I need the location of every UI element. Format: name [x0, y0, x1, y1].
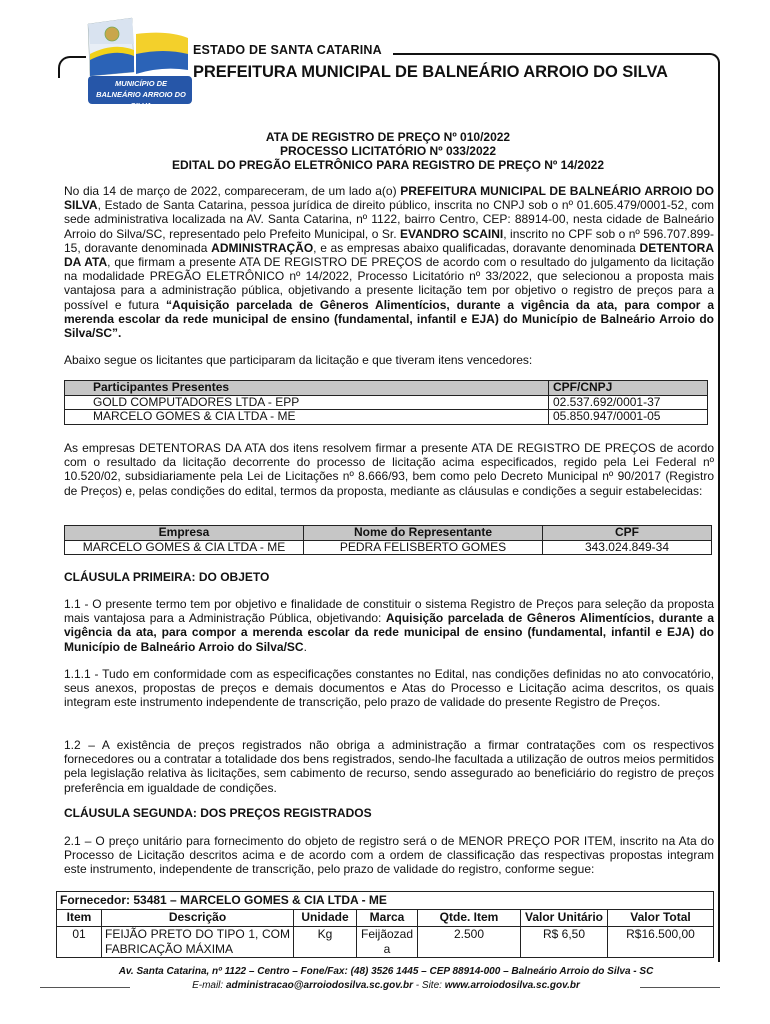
table-row	[65, 540, 712, 555]
table-row	[65, 410, 708, 425]
state-name: ESTADO DE SANTA CATARINA	[193, 43, 382, 57]
intro-paragraph: No dia 14 de março de 2022, compareceram, de um lado a(o) PREFEITURA MUNICIPAL DE BALNEÁRIO ARROIO DO SILVA, Estado de Santa Catarina, pessoa jurídica de direito público, inscrita no CNPJ sob o nº 01.605.479/0001-52, com sede administrativa localizada na AV. Santa Catarina, nº 1122, bairro Centro, CEP: 88914-00, nesta cidade de Balneário Arroio do Silva/SC, representado pelo Prefeito Municipal, o Sr. EVANDRO SCAINI, inscrito no CPF sob o nº 596.707.899-15, doravante denominada ADMINISTRAÇÃO, e as empresas abaixo qualificadas, doravante denominada DETENTORA DA ATA, que firmam a presente ATA DE REGISTRO DE PREÇOS de acordo com o resultado do julgamento da licitação na modalidade PREGÃO ELETRÔNICO nº 14/2022, Processo Licitatório nº 33/2022, que selecionou a proposta mais vantajosa para a administração pública, objetivando a presente licitação tem por objetivo o registro de preços para a possível e futura “Aquisição parcelada de Gêneros Alimentícios, durante a vigência da ata, para compor a merenda escolar da rede municipal de ensino (fundamental, infantil e EJA) do Município de Balneário Arroio do Silva/SC”.	[64, 184, 715, 341]
representante-cell: PEDRA FELISBERTO GOMES	[304, 540, 543, 555]
valor-total-cell: R$16.500,00	[608, 926, 714, 957]
unidade-cell: Kg	[294, 926, 357, 957]
descricao-cell: FEIJÃO PRETO DO TIPO 1, COM FABRICAÇÃO MÁXIMA	[102, 926, 294, 957]
clausula-segunda-title: CLÁUSULA SEGUNDA: DOS PREÇOS REGISTRADOS	[64, 806, 372, 820]
supplier-row: Fornecedor: 53481 – MARCELO GOMES & CIA LTDA - ME	[57, 892, 714, 910]
valor-unitario-cell: R$ 6,50	[521, 926, 608, 957]
processo-title: PROCESSO LICITATÓRIO Nº 033/2022	[280, 144, 496, 158]
participant-cnpj: 05.850.947/0001-05	[549, 410, 708, 425]
edital-title: EDITAL DO PREGÃO ELETRÔNICO PARA REGISTRO DE PREÇO Nº 14/2022	[171, 158, 604, 172]
marca-header: Marca	[357, 910, 418, 927]
representative-table	[64, 525, 712, 555]
logo-text: MUNICÍPIO DE BALNEÁRIO ARROIO DO SILVA	[96, 79, 186, 110]
participants-table	[64, 380, 708, 425]
frame-left-top	[58, 56, 86, 78]
table-row	[57, 926, 714, 957]
detentoras-paragraph: As empresas DETENTORAS DA ATA dos itens resolvem firmar a presente ATA DE REGISTRO DE PREÇOS de acordo com o resultado da licitação decorrente do processo de licitação acima especificados, regido pela Lei Federal nº 10.520/02, subsidiariamente pela Lei de Licitações nº 8.666/93, bem como pelo Decreto Municipal nº 90/2017 (Registro de Preços) e, pelas condições do edital, termos da proposta, mediante as cláusulas e condições a seguir estabelecidas:	[64, 441, 714, 498]
participants-header: Participantes Presentes	[65, 381, 549, 396]
footer-email[interactable]: administracao@arroiodosilva.sc.gov.br	[225, 980, 414, 991]
footer-contacts: E-mail: administracao@arroiodosilva.sc.gov.br - Site: www.arroiodosilva.sc.gov.br	[192, 980, 580, 991]
item-header: Item	[57, 910, 102, 927]
qtde-cell: 2.500	[418, 926, 521, 957]
clausula-1-2: 1.2 – A existência de preços registrados não obriga a administração a firmar contratações com os respectivos fornecedores ou a contratar a totalidade dos bens registrados, sendo-lhe facultada a utilização de outros meios permitidos pela legislação relativa às licitações, sem cabimento de recurso, sendo assegurado ao beneficiário do registro de preços preferência em igualdade de condições.	[64, 738, 714, 795]
header-rule	[393, 53, 710, 55]
descricao-header: Descrição	[102, 910, 294, 927]
empresa-cell: MARCELO GOMES & CIA LTDA - ME	[65, 540, 304, 555]
licitantes-intro: Abaixo segue os licitantes que participaram da licitação e que tiveram itens vencedores:	[64, 353, 533, 367]
table-row	[65, 395, 708, 410]
clausula-1-1: 1.1 - O presente termo tem por objetivo e finalidade de constituir o sistema Registro de Preços para seleção da proposta mais vantajosa para a Administração Pública, objetivando: Aquisição parcelada de Gêneros Alimentícios, durante a vigência da ata, para compor a merenda escolar da rede municipal de ensino (fundamental, infantil e EJA) do Município de Balneário Arroio do Silva/SC.	[64, 597, 714, 654]
representante-header: Nome do Representante	[304, 526, 543, 541]
participant-name: MARCELO GOMES & CIA LTDA - ME	[65, 410, 549, 425]
ata-title: ATA DE REGISTRO DE PREÇO Nº 010/2022	[265, 130, 511, 144]
item-cell: 01	[57, 926, 102, 957]
unidade-header: Unidade	[294, 910, 357, 927]
marca-cell: Feijãozada	[357, 926, 418, 957]
cpf-cell: 343.024.849-34	[543, 540, 712, 555]
footer-address: Av. Santa Catarina, nº 1122 – Centro – Fone/Fax: (48) 3526 1445 – CEP 88914-000 – Balneário Arroio do Silva - SC	[118, 966, 654, 977]
empresa-header: Empresa	[65, 526, 304, 541]
qtde-header: Qtde. Item	[418, 910, 521, 927]
valor-unitario-header: Valor Unitário	[521, 910, 608, 927]
footer-site[interactable]: www.arroiodosilva.sc.gov.br	[444, 980, 580, 991]
participant-cnpj: 02.537.692/0001-37	[549, 395, 708, 410]
cpfcnpj-header: CPF/CNPJ	[549, 381, 708, 396]
valor-total-header: Valor Total	[608, 910, 714, 927]
clausula-primeira-title: CLÁUSULA PRIMEIRA: DO OBJETO	[64, 570, 270, 584]
participant-name: GOLD COMPUTADORES LTDA - EPP	[65, 395, 549, 410]
cpf-header: CPF	[543, 526, 712, 541]
clausula-1-1-1: 1.1.1 - Tudo em conformidade com as especificações constantes no Edital, nas condições definidas no ato convocatório, seus anexos, propostas de preços e demais documentos e Atas do Processo e Licitação acima descritos, os quais integram este instrumento independente de transcrição, pelo prazo de validade do presente Registro de Preços.	[64, 667, 714, 710]
items-table	[56, 891, 714, 958]
prefeitura-title: PREFEITURA MUNICIPAL DE BALNEÁRIO ARROIO DO SILVA	[193, 63, 668, 81]
municipality-logo	[80, 14, 196, 110]
frame-right	[718, 62, 720, 962]
clausula-2-1: 2.1 – O preço unitário para fornecimento do objeto de registro será o de MENOR PREÇO POR ITEM, inscrito na Ata do Processo de Licitação descritos acima e de acordo com a ordem de classificação das respectivas propostas integram este instrumento, independente de transcrição, pelo prazo de validade do registro, conforme segue:	[64, 834, 714, 877]
